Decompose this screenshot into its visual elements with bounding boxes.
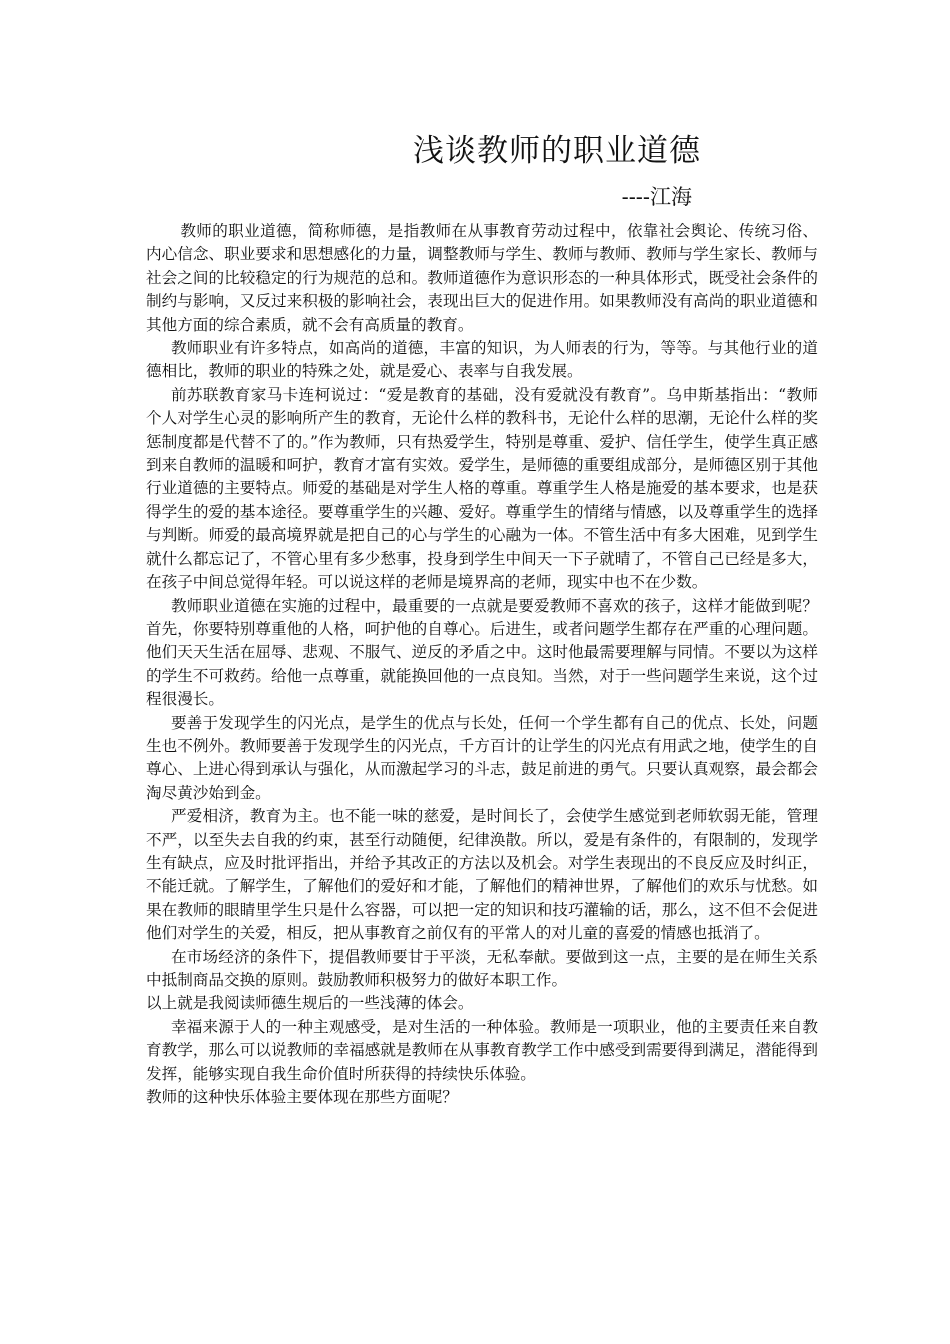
paragraph-5: 要善于发现学生的闪光点，是学生的优点与长处，任何一个学生都有自己的优点、长处，问题生也不例外。教师要善于发现学生的闪光点，千方百计的让学生的闪光点有用武之地，使学生的自尊心、上进心得到承认与强化，从而激起学习的斗志，鼓足前进的勇气。只要认真观察，最会都会淘尽黄沙始到金。 <box>146 713 818 802</box>
paragraph-4: 教师职业道德在实施的过程中，最重要的一点就是要爱教师不喜欢的孩子，这样才能做到呢？首先，你要特别尊重他的人格，呵护他的自尊心。后进生，或者问题学生都存在严重的心理问题。他们天天生活在屈辱、悲观、不服气、逆反的矛盾之中。这时他最需要理解与同情。不要以为这样的学生不可救药。给他一点尊重，就能换回他的一点良知。当然，对于一些问题学生来说，这个过程很漫长。 <box>146 596 818 709</box>
paragraph-3: 前苏联教育家马卡连柯说过：“爱是教育的基础，没有爱就没有教育”。乌申斯基指出：“教师个人对学生心灵的影响所产生的教育，无论什么样的教科书，无论什么样的思潮，无论什么样的奖惩制度都是代替不了的。”作为教师，只有热爱学生，特别是尊重、爱护、信任学生，使学生真正感到来自教师的温暖和呵护，教育才富有实效。爱学生，是师德的重要组成部分，是师德区别于其他行业道德的主要特点。师爱的基础是对学生人格的尊重。尊重学生人格是施爱的基本要求，也是获得学生的爱的基本途径。要尊重学生的兴趣、爱好。尊重学生的情绪与情感，以及尊重学生的选择与判断。师爱的最高境界就是把自己的心与学生的心融为一体。不管生活中有多大困难，见到学生就什么都忘记了，不管心里有多少愁事，投身到学生中间天一下子就晴了，不管自己已经是多大，在孩子中间总觉得年轻。可以说这样的老师是境界高的老师，现实中也不在少数。 <box>146 385 818 592</box>
paragraph-9: 幸福来源于人的一种主观感受，是对生活的一种体验。教师是一项职业，他的主要责任来自教育教学，那么可以说教师的幸福感就是教师在从事教育教学工作中感受到需要得到满足，潜能得到发挥，能够实现自我生命价值时所获得的持续快乐体验。 <box>146 1017 818 1083</box>
paragraph-8: 以上就是我阅读师德生规后的一些浅薄的体会。 <box>146 994 474 1013</box>
paragraph-10: 教师的这种快乐体验主要体现在那些方面呢？ <box>146 1088 458 1107</box>
paragraph-6: 严爱相济，教育为主。也不能一味的慈爱，是时间长了，会使学生感觉到老师软弱无能，管理不严，以至失去自我的约束，甚至行动随便，纪律涣散。所以，爱是有条件的，有限制的，发现学生有缺点，应及时批评指出，并给予其改正的方法以及机会。对学生表现出的不良反应及时纠正，不能迁就。了解学生，了解他们的爱好和才能，了解他们的精神世界，了解他们的欢乐与忧愁。如果在教师的眼睛里学生只是什么容器，可以把一定的知识和技巧灌输的话，那么，这不但不会促进他们对学生的关爱，相反，把从事教育之前仅有的平常人的对儿童的喜爱的情感也抵消了。 <box>146 807 818 943</box>
paragraph-1: 教师的职业道德，简称师德，是指教师在从事教育劳动过程中，依靠社会舆论、传统习俗、内心信念、职业要求和思想感化的力量，调整教师与学生、教师与教师、教师与学生家长、教师与社会之间的比较稳定的行为规范的总和。教师道德作为意识形态的一种具体形式，既受社会条件的制约与影响，又反过来积极的影响社会，表现出巨大的促进作用。如果教师没有高尚的职业道德和其他方面的综合素质，就不会有高质量的教育。 <box>146 222 818 334</box>
paragraph-7: 在市场经济的条件下，提倡教师要甘于平淡，无私奉献。要做到这一点，主要的是在师生关系中抵制商品交换的原则。鼓励教师积极努力的做好本职工作。 <box>146 947 818 989</box>
document-author: ----江海 <box>621 185 692 209</box>
document-title: 浅谈教师的职业道德 <box>413 133 701 169</box>
paragraph-2: 教师职业有许多特点，如高尚的道德，丰富的知识，为人师表的行为，等等。与其他行业的道德相比，教师的职业的特殊之处，就是爱心、表率与自我发展。 <box>146 339 818 381</box>
